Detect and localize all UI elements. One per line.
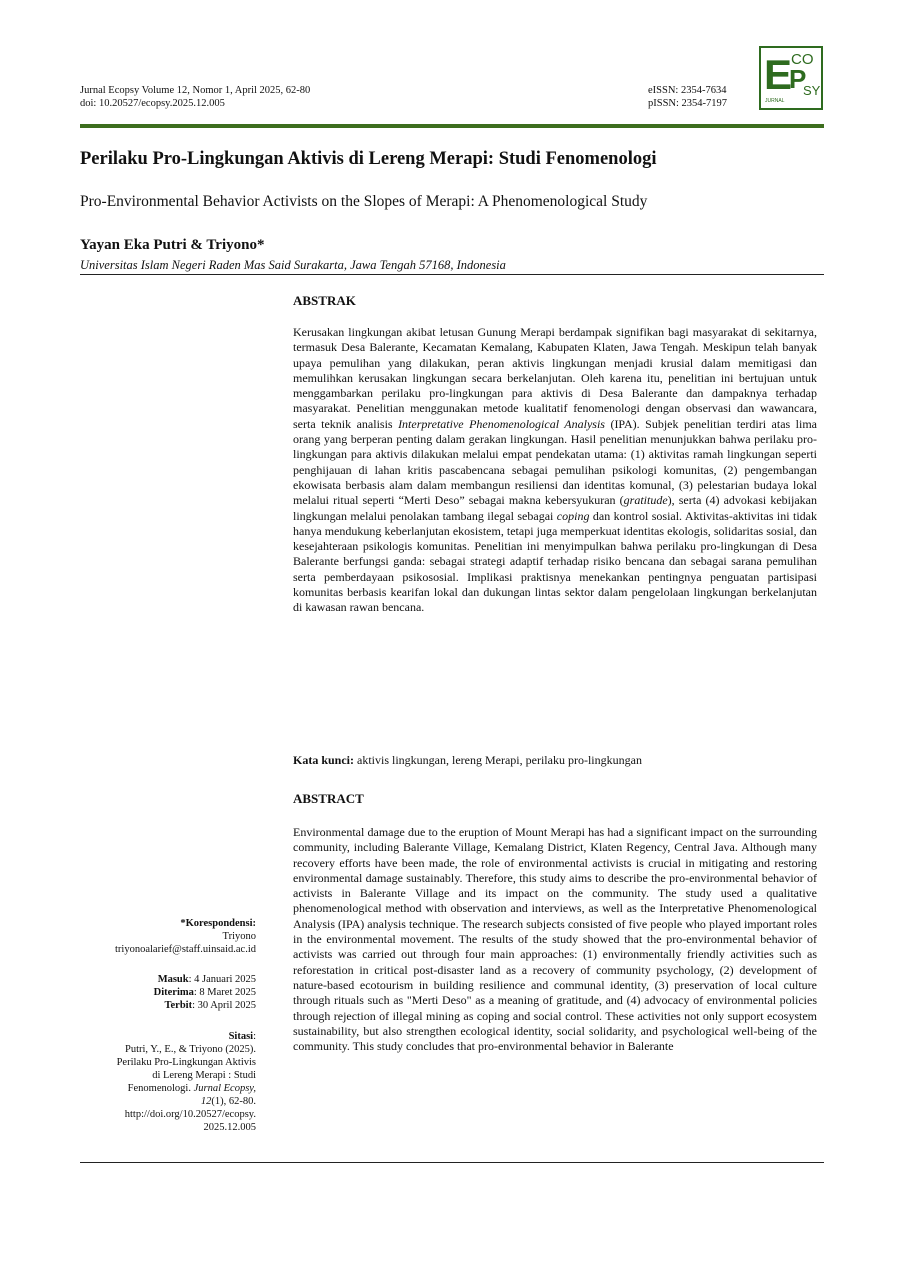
abstract-heading: ABSTRACT <box>293 791 364 806</box>
correspondence-email: triyonoalarief@staff.uinsaid.ac.id <box>115 944 256 955</box>
citation-line-2: Perilaku Pro-Lingkungan Aktivis <box>116 1057 256 1068</box>
logo-letter-p: P <box>789 64 807 94</box>
citation-doi-line-1: http://doi.org/10.20527/ecopsy. <box>124 1109 256 1120</box>
header-divider <box>80 124 824 128</box>
abstrak-text-part1: Kerusakan lingkungan akibat letusan Gunung Merapi berdampak signifikan bagi masyarakat di sekitarnya, termasuk Desa Balerante, Kecamatan Kemalang, Kabupaten Klaten, Jawa Tengah. Meskipun telah banyak upaya pemulihan yang dilakukan, peran aktivis lingkungan menjadi krusial dalam memitigasi dan memulihkan kerusakan lingkungan secara berkelanjutan. Oleh karena itu, penelitian ini bertujuan untuk menggambarkan perilaku pro-lingkungan para aktivis di Desa Balerante dan dampaknya terhadap masyarakat. Penelitian menggunakan metode kualitatif fenomenologi dengan observasi dan wawancara, serta teknik analisis <box>293 325 817 431</box>
abstrak-body <box>293 325 817 616</box>
article-authors: Yayan Eka Putri & Triyono* <box>80 237 265 253</box>
abstrak-coping-term: coping <box>556 508 590 523</box>
abstrak-heading: ABSTRAK <box>293 293 356 308</box>
correspondence-name: Triyono <box>222 931 256 942</box>
masuk-date: : 4 Januari 2025 <box>188 974 256 985</box>
logo-jurnal-text: JURNAL <box>765 98 785 104</box>
citation-block <box>56 1030 256 1134</box>
correspondence-label: *Korespondensi: <box>180 918 256 929</box>
citation-journal-name: Jurnal Ecopsy, <box>193 1083 256 1094</box>
abstrak-gratitude-term: gratitude <box>623 493 668 508</box>
ecopsy-logo <box>759 46 823 110</box>
logo-letters-co: CO <box>791 51 814 68</box>
diterima-date: : 8 Maret 2025 <box>193 987 256 998</box>
sitasi-colon: : <box>253 1031 256 1042</box>
journal-header-right <box>648 84 727 110</box>
citation-volume: 12 <box>200 1096 212 1107</box>
abstrak-text-part2: (IPA). Subjek penelitian terdiri atas lima orang yang berperan penting dalam gerakan lingkungan. Hasil penelitian menunjukkan bahwa perilaku pro-lingkungan para aktivis dilakukan melalui empat pendekatan utama: (1) aktivitas ramah lingkungan seperti penghijauan di lahan kritis pascabencana sebagai pemulihan psikologi komunitas, (2) pengembangan ekowisata berbasis alam dalam membangun resiliensi dan identitas komunal, (3) pelestarian budaya lokal melalui ritual seperti “Merti Deso” sebagai makna kebersyukuran ( <box>293 416 817 508</box>
logo-letter-e: E <box>764 51 793 98</box>
abstrak-ipa-term: Interpretative Phenomenological Analysis <box>398 416 605 431</box>
citation-line-4: Fenomenologi. <box>127 1083 194 1094</box>
abstract-body: Environmental damage due to the eruption of Mount Merapi has had a significant impact on the surrounding community, including Balerante Village, Kemalang District, Klaten Regency, Central Java. Although many recovery efforts have been made, the role of environmental activists is crucial in mitigating and restoring environmental damage sustainably. Therefore, this study aims to describe the pro-environmental behavior of activists in Balerante Village and its impact on the community. The study used a qualitative phenomenological method with observation and interviews, as well as the Interpretative Phenomenological Analysis (IPA) analysis technique. The research subjects consisted of five people who played important roles in the environmental movement. The results of the study showed that the pro-environmental behavior of activists was carried out through four main approaches: (1) environmentally friendly activities such as reforestation in critical post-disaster land as a recovery of community psychology, (2) development of nature-based ecotourism in building resilience and communal identity, (3) preservation of local culture through rituals such as "Merti Deso" as a meaning of gratitude, and (4) advocacy of environmental policies through rejection of illegal mining as coping and social control. These activities not only support ecosystem sustainability, but also strengthen ecological identity, social solidarity, and psychological well-being of the community. This study concludes that pro-environmental behavior in Balerante <box>293 825 817 1054</box>
doi-line: doi: 10.20527/ecopsy.2025.12.005 <box>80 98 225 109</box>
abstrak-text-part4: dan kontrol sosial. Aktivitas-aktivitas ini tidak hanya mendukung keberlanjutan ekosistem, tetapi juga memperkuat identitas ekologis, solidaritas sosial, dan kesejahteraan psikologis komunitas. Penelitian ini menyimpulkan bahwa perilaku pro-lingkungan di Desa Balerante berfungsi ganda: sebagai strategi adaptif terhadap risiko bencana dan sebagai sarana pemulihan serta pemberdayaan psikososial. Implikasi praktisnya menekankan pentingnya penguatan partisipasi komunitas berbasis kearifan lokal dan dukungan lintas sektor dalam pengelolaan lingkungan berkelanjutan di kawasan rawan bencana. <box>293 508 817 615</box>
article-subtitle-english: Pro-Environmental Behavior Activists on the Slopes of Merapi: A Phenomenological Study <box>80 193 648 210</box>
article-dates-block <box>56 973 256 1012</box>
terbit-label: Terbit <box>164 1000 193 1011</box>
abstrak-text-part3: ), serta (4) advokasi kebijakan lingkungan melalui penolakan tambang ilegal sebagai <box>293 493 817 523</box>
eissn-line: eISSN: 2354-7634 <box>648 85 727 96</box>
logo-letters-sy: SY <box>803 83 821 98</box>
journal-header-left <box>80 84 310 110</box>
affiliation-divider <box>80 274 824 275</box>
journal-volume-line: Jurnal Ecopsy Volume 12, Nomor 1, April 2025, 62-80 <box>80 85 311 96</box>
keywords-label: Kata kunci: <box>293 753 355 767</box>
citation-line-1: Putri, Y., E., & Triyono (2025). <box>125 1044 256 1055</box>
footer-divider <box>80 1162 824 1163</box>
citation-issue-pages: (1), 62-80. <box>211 1096 256 1107</box>
diterima-label: Diterima <box>153 987 194 998</box>
masuk-label: Masuk <box>157 974 189 985</box>
keywords-values: aktivis lingkungan, lereng Merapi, perilaku pro-lingkungan <box>354 753 642 767</box>
citation-line-3: di Lereng Merapi : Studi <box>152 1070 256 1081</box>
correspondence-block <box>56 917 256 956</box>
sitasi-label: Sitasi <box>228 1031 254 1042</box>
keywords-line <box>293 753 642 768</box>
pissn-line: pISSN: 2354-7197 <box>648 98 728 109</box>
author-affiliation: Universitas Islam Negeri Raden Mas Said Surakarta, Jawa Tengah 57168, Indonesia <box>80 258 506 272</box>
terbit-date: : 30 April 2025 <box>192 1000 256 1011</box>
citation-doi-line-2: 2025.12.005 <box>203 1122 256 1133</box>
article-title: Perilaku Pro-Lingkungan Aktivis di Lereng Merapi: Studi Fenomenologi <box>80 149 657 169</box>
